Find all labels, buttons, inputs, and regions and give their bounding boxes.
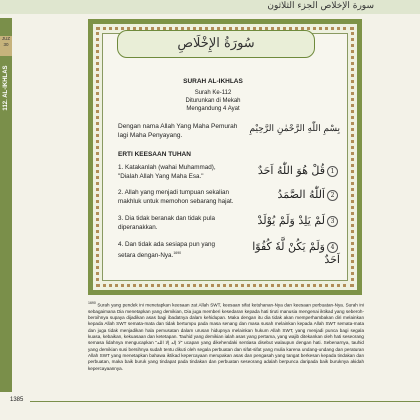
footnote-reference: 1690 (173, 251, 182, 255)
verse-arabic: 1قُلْ هُوَ اللّٰهُ اَحَدٌ (238, 164, 340, 177)
verse-translation: 1. Katakanlah (wahai Muhammad), "Dialah Allah Yang Maha Esa." (118, 164, 216, 180)
side-surah-label: 112. AL-IKHLAS (3, 65, 9, 111)
side-tab (0, 18, 12, 392)
verse-arabic: 4وَلَمْ يَكُنْ لَّهٗ كُفُوًا اَحَدٌ (252, 240, 340, 266)
footnote (88, 300, 364, 372)
verse-number-marker: 1 (327, 166, 338, 177)
footnote-text: Surah yang pendek ini menetapkan keesaan zat Allah SWT, keesaan sifat ketuhanan-Nya dan keesaan perbuatan-Nya. Surah ini sebagaimana Dia menetapkan yang demikian, Dia juga memberi kesedaran kepada hati tiruti manusia mengenai iktikad yang seberoh-beroihnya supaya dijadikan asas bagi ibadatnya dalam kehidupan. Maka dengan itu dia tidak akan memperhambakan diri melainkan kepada Allah SWT semata-mata dan tidak bertumpu pada masa senang dan masa susah melainkan kepada Allah SWT semata-mata dan juga tidak menjadikan hala pemusatan dalam urusan hidupnya melainkan hukum Allah SWT, yang menjadi punca bagi segala kuasa, kebaikan, kekuasaan dan ketetapan. Tauhid yang demikian ialah asas yang pertama, yang wajib ditekankan oleh hati seseorang semasa lidahnya mengucapkan "لا إله إلا الله" ucapan yang dikehendaki sentiasa disebut walaupun dengan hati. Sebenarnya, tauhid yang demikian susi bersihnya sudah tentu dikuti oleh segala perbuatan dan sifat-sifat yang mulia karena undang-undang dan peraturan Allah SWT yang menetapkan bahawa iktikad kepercayaan merupakan asas dan pengasah yang tangat berkesan kepada tindakan dan perbuatan, maka baik buruk yang tindapat pada tindakan dan perbuatan seseorang adalah berpunca daripada baik buruknya akidah kepercayaannya. (88, 302, 364, 371)
surah-title-cartouche: سُورَةُ الإِخْلَاصِ (117, 30, 315, 58)
basmalah-arabic: بِسْمِ اللّٰهِ الرَّحْمٰنِ الرَّحِيْمِ (249, 124, 340, 134)
verse-translation: 3. Dia tidak beranak dan tidak pula diperanakkan. (118, 215, 215, 231)
page-number: 1385 (10, 397, 24, 403)
verse-number-marker: 3 (327, 216, 338, 227)
footnote-mark: 1690 (88, 301, 96, 305)
verse-arabic: 2اَللّٰهُ الصَّمَدُ (238, 188, 340, 201)
section-title: ERTI KEESAAN TUHAN (118, 151, 191, 158)
verse-translation: 2. Allah yang menjadi tumpuan sekalian makhluk untuk memohon sebarang hajat. (118, 189, 234, 205)
verse-number-marker: 2 (327, 190, 338, 201)
juz-badge: JUZ 30 (0, 36, 12, 56)
surah-verse-count: Mengandung 4 Ayat (186, 106, 240, 112)
verse-arabic: 3لَمْ يَلِدْ وَلَمْ يُوْلَدْ (238, 214, 340, 227)
surah-name: SURAH AL-IKHLAS (183, 78, 243, 85)
page-rule (30, 401, 420, 402)
basmalah-translation: Dengan nama Allah Yang Maha Pemurah lagi Maha Penyayang. (118, 123, 238, 139)
top-header-bar (0, 0, 420, 14)
surah-number: Surah Ke-112 (194, 90, 232, 96)
surah-revealed: Diturunkan di Mekah (185, 98, 241, 104)
running-head: سورة الإخلاص الجزء الثلاثون (267, 1, 374, 11)
verse-number-marker: 4 (327, 242, 338, 253)
verse-translation: 4. Dan tidak ada sesiapa pun yang setara dengan-Nya.$^{1690}$ (118, 241, 215, 260)
